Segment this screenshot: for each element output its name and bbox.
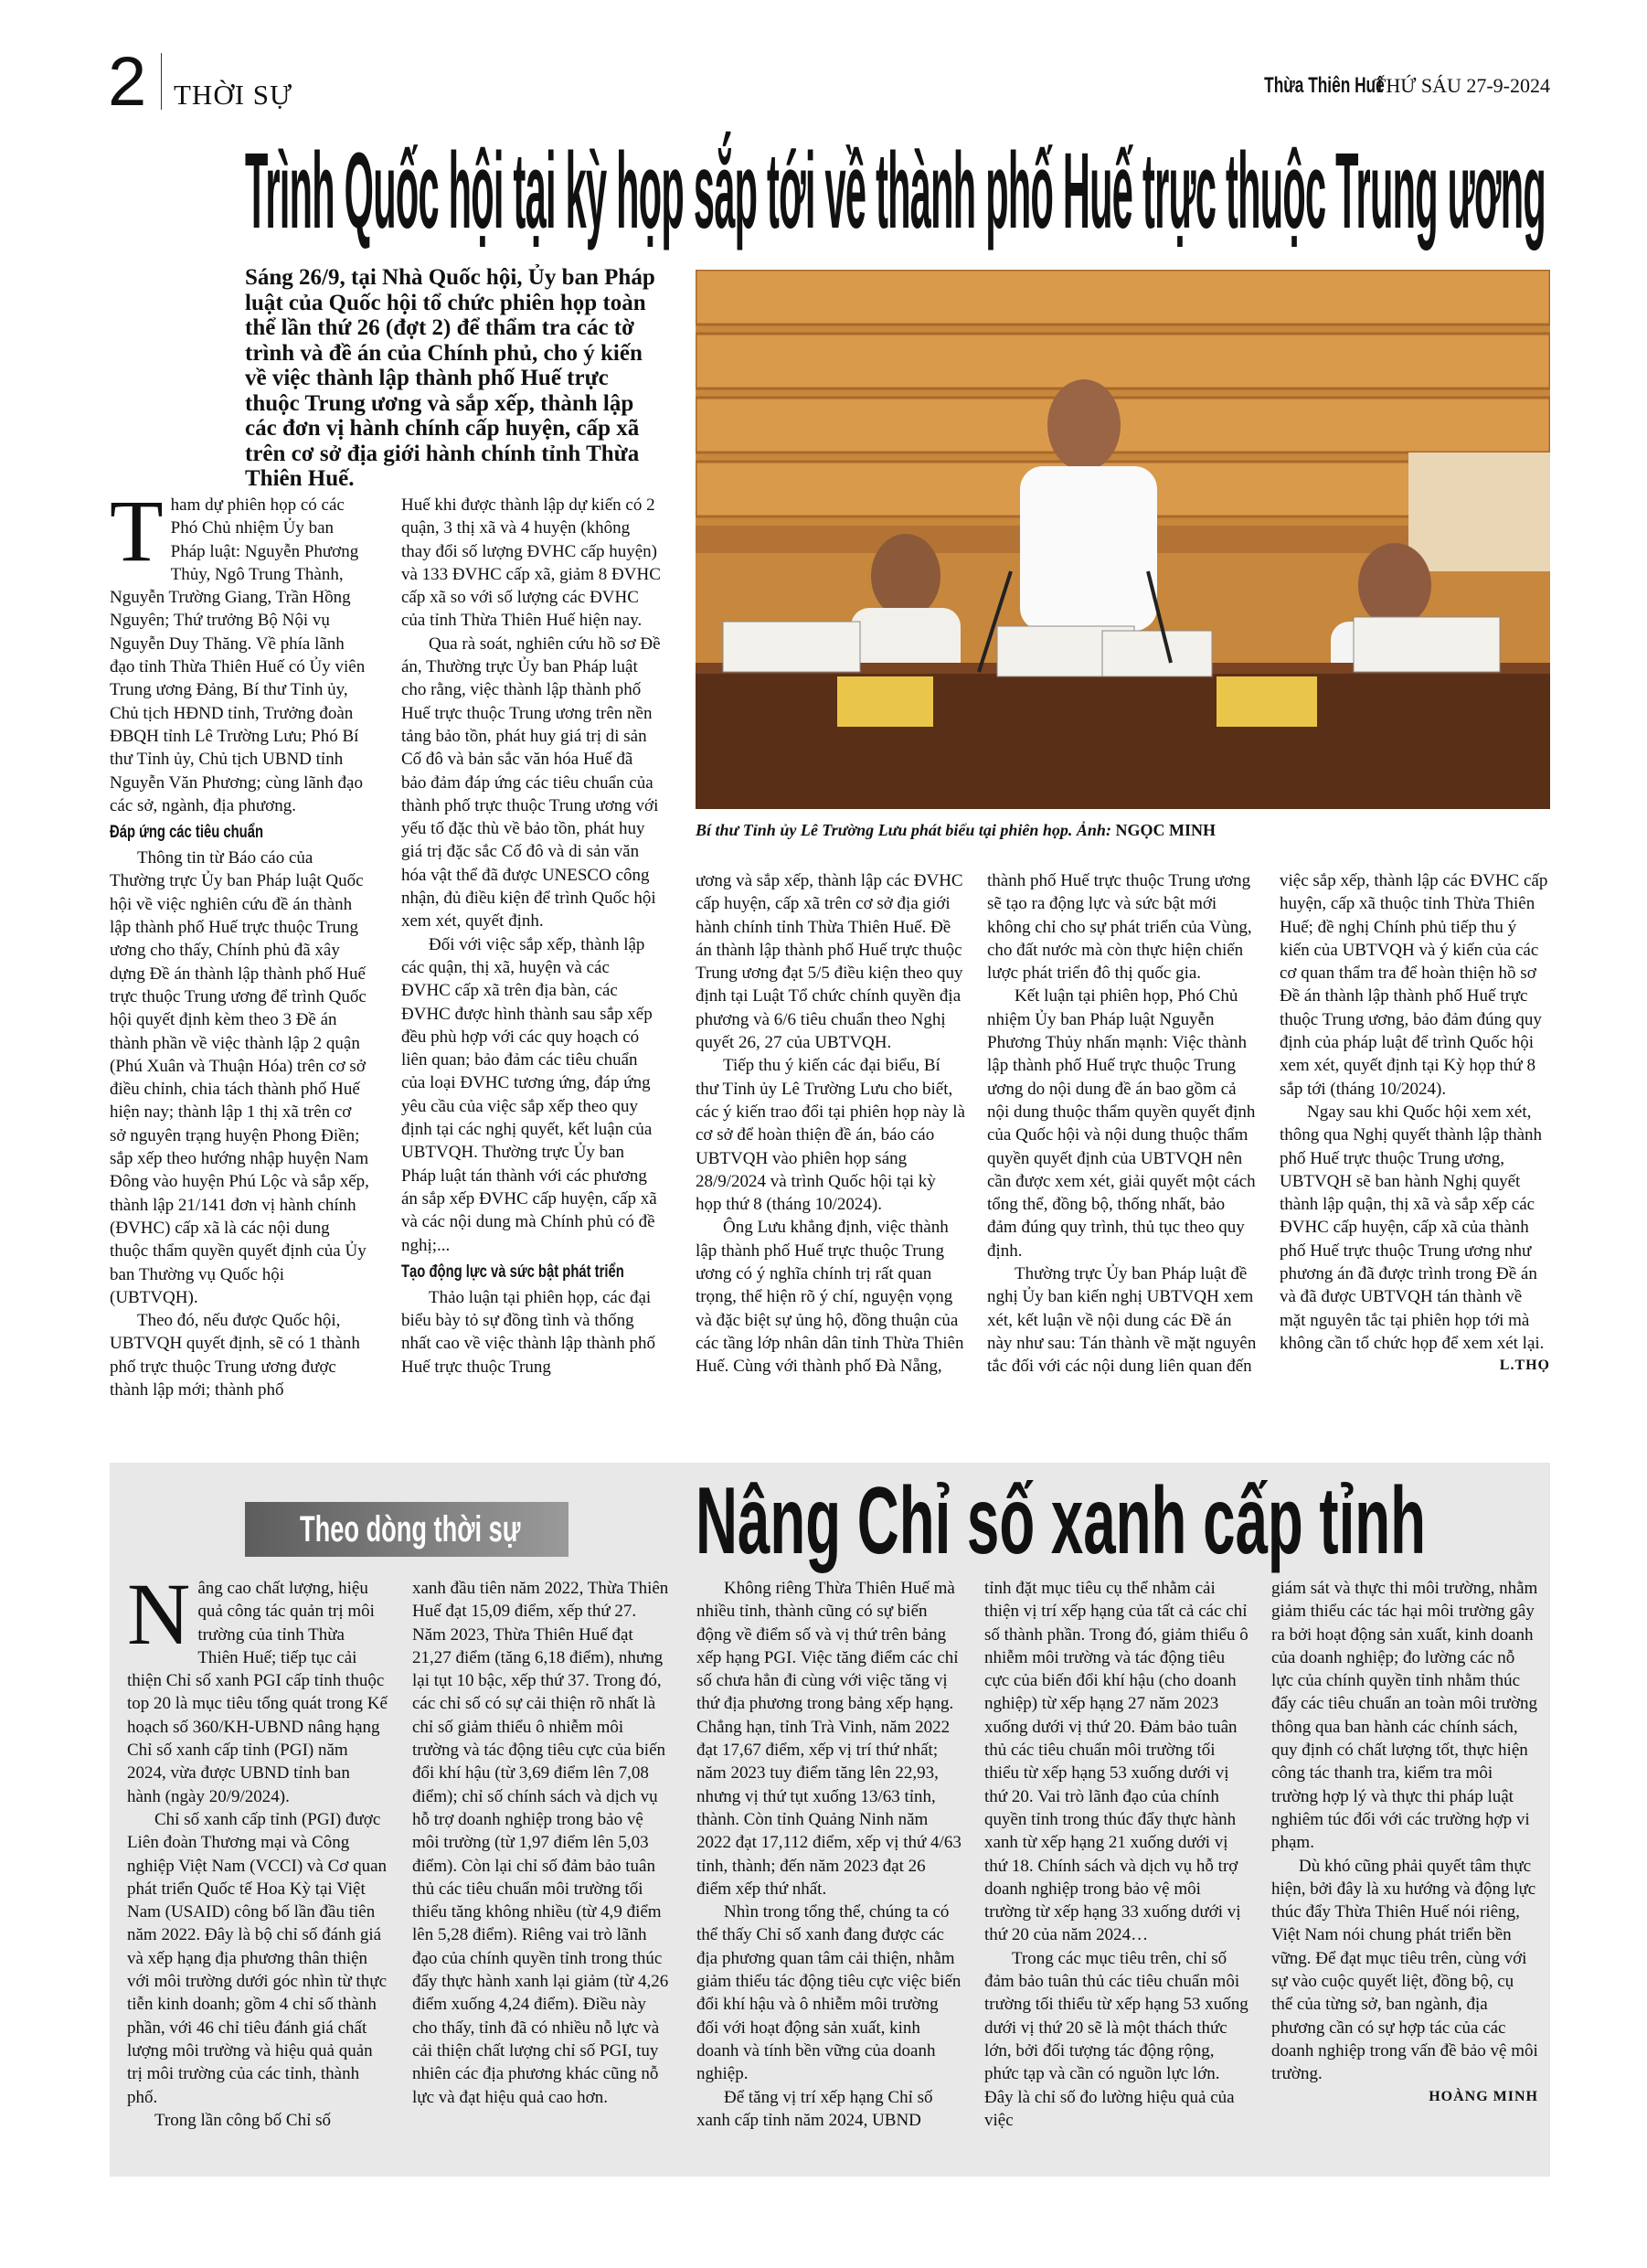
paragraph: Dù khó cũng phải quyết tâm thực hiện, bởi đây là xu hướng và động lực thúc đẩy Thừa Thiên Huế nói riêng, Việt Nam nói chung phát triển bền vững. Để đạt mục tiêu trên, cùng với sự vào cuộc quyết liệt, đồng bộ, cụ thể của từng sở, ban ngành, địa phương cần có sự hợp tác của các doanh nghiệp trong vấn đề bảo vệ môi trường. [1271,1856,1538,2084]
paper-name: Thừa Thiên Huế [1264,73,1385,98]
article2-column-1 [127,1577,388,2162]
paragraph: Đối với việc sắp xếp, thành lập các quận, thị xã, huyện và các ĐVHC cấp xã trên địa bàn, các ĐVHC được hình thành sau sắp xếp đều phù hợp với các quy hoạch có liên quan; bảo đảm các tiêu chuẩn của loại ĐVHC tương ứng, đáp ứng yêu cầu của việc sắp xếp theo quy định tại các nghị quyết, kết luận của UBTVQH. Thường trực Ủy ban Pháp luật tán thành với các phương án sắp xếp ĐVHC cấp huyện, cấp xã và các nội dung mà Chính phủ có đề nghị;... [401,934,657,1255]
article2-column-4 [984,1577,1251,2162]
page-number: 2 [108,43,147,121]
continued-paragraph: việc sắp xếp, thành lập các ĐVHC cấp huyện, cấp xã thuộc tỉnh Thừa Thiên Huế; đề nghị Chính phủ tiếp thu ý kiến của UBTVQH và ý kiến của các cơ quan thẩm tra để hoàn thiện hồ sơ Đề án thành lập thành phố Huế trực thuộc Trung ương, bảo đảm đúng quy định của pháp luật để trình Quốc hội xem xét, quyết định tại Kỳ họp thứ 8 sắp tới (tháng 10/2024). [1280,871,1548,1099]
paragraph: Trong lần công bố Chỉ số [154,2110,332,2130]
article1-column-3 [696,869,965,1449]
paragraph: Tiếp thu ý kiến các đại biểu, Bí thư Tỉnh ủy Lê Trường Lưu cho biết, các ý kiến trao đổi tại phiên họp này là cơ sở để hoàn thiện đề án, báo cáo UBTVQH vào phiên họp sáng 28/9/2024 và trình Quốc hội tại kỳ họp thứ 8 (tháng 10/2024). [696,1056,965,1215]
continued-paragraph: ương và sắp xếp, thành lập các ĐVHC cấp huyện, cấp xã trên cơ sở địa giới hành chính tỉnh Thừa Thiên Huế. Đề án thành lập thành phố Huế trực thuộc Trung ương đạt 5/5 điều kiện theo quy định tại Luật Tổ chức chính quyền địa phương và 6/6 tiêu chuẩn theo Nghị quyết 26, 27 của UBTVQH. [696,871,963,1053]
article-lead: Sáng 26/9, tại Nhà Quốc hội, Ủy ban Pháp luật của Quốc hội tổ chức phiên họp toàn thể lần thứ 26 (đợt 2) để thẩm tra các tờ trình và đề án của Chính phủ, cho ý kiến về việc thành lập thành phố Huế trực thuộc Trung ương và sắp xếp, thành lập các đơn vị hành chính cấp huyện, cấp xã trên cơ sở địa giới hành chính tỉnh Thừa Thiên Huế. [245,265,655,491]
paragraph: Theo đó, nếu được Quốc hội, UBTVQH quyết định, sẽ có 1 thành phố trực thuộc Trung ương được thành lập mới; thành phố [110,1311,360,1400]
masthead [1217,75,1550,97]
continued-paragraph: tỉnh đặt mục tiêu cụ thể nhằm cải thiện vị trí xếp hạng của tất cả các chỉ số thành phần. Trong đó, giảm thiểu ô nhiễm môi trường và tác động tiêu cực của biến đổi khí hậu (cho doanh nghiệp) từ xếp hạng 27 năm 2023 xuống dưới vị thứ 20. Đảm bảo tuân thủ các tiêu chuẩn môi trường tối thiểu từ xếp hạng 53 xuống dưới vị thứ 20. Vai trò lãnh đạo của chính quyền tỉnh trong thúc đẩy thực hành xanh từ xếp hạng 21 xuống dưới vị thứ 18. Chính sách và dịch vụ hỗ trợ doanh nghiệp trong bảo vệ môi trường từ xếp hạng 33 xuống dưới vị thứ 20 của năm 2024… [984,1579,1249,1945]
paragraph: Thông tin từ Báo cáo của Thường trực Ủy ban Pháp luật Quốc hội về việc nghiên cứu đề án thành lập thành phố Huế trực thuộc Trung ương cho thấy, Chính phủ đã xây dựng Đề án thành lập thành phố Huế trực thuộc Trung ương để trình Quốc hội quyết định kèm theo 3 Đề án thành phần về việc thành lập 2 quận (Phú Xuân và Thuận Hóa) trên cơ sở điều chỉnh, chia tách thành phố Huế hiện nay; thành lập 1 thị xã trên cơ sở nguyên trạng huyện Phong Điền; sắp xếp theo hướng nhập huyện Nam Đông vào huyện Phú Lộc và sắp xếp, thành lập 21/141 đơn vị hành chính (ĐVHC) cấp xã là các nội dung thuộc thẩm quyền quyết định của Ủy ban Thường vụ Quốc hội (UBTVQH). [110,848,369,1307]
issue-date: THỨ SÁU 27-9-2024 [1373,74,1550,97]
paragraph: Thường trực Ủy ban Pháp luật đề nghị Ủy ban kiến nghị UBTVQH xem xét, kết luận về nội dung các Đề án này như sau: Tán thành về mặt nguyên tắc đối với các nội dung liên quan đến [987,1264,1257,1377]
drop-cap: T [110,494,164,580]
paragraph: Qua rà soát, nghiên cứu hồ sơ Đề án, Thường trực Ủy ban Pháp luật cho rằng, việc thành lập thành phố Huế trực thuộc Trung ương trên nền tảng bảo tồn, phát huy giá trị di sản Cố đô và bản sắc văn hóa Huế đã bảo đảm đáp ứng các tiêu chuẩn của thành phố trực thuộc Trung ương với yếu tố đặc thù về bảo tồn, phát huy giá trị đặc sắc Cố đô và di sản văn hóa vật thể đã được UNESCO công nhận, đủ điều kiện để trình Quốc hội xem xét, quyết định. [401,634,661,932]
author-byline: L.THỌ [1499,1358,1550,1374]
paragraph-text: âng cao chất lượng, hiệu quả công tác quản trị môi trường của tỉnh Thừa Thiên Huế; tiếp tục cải thiện Chỉ số xanh PGI cấp tỉnh thuộc top 20 là mục tiêu tổng quát trong Kế hoạch số 360/KH-UBND nâng hạng Chỉ số xanh cấp tỉnh (PGI) năm 2024, vừa được UBND tỉnh ban hành (ngày 20/9/2024). [127,1579,388,1806]
article1-column-1 [110,494,370,1449]
paragraph: Thảo luận tại phiên họp, các đại biểu bày tỏ sự đồng tình và thống nhất cao về việc thành lập thành phố Huế trực thuộc Trung [401,1287,656,1377]
subheading: Tạo động lực và sức bật phát triển [401,1262,624,1282]
header-divider [161,53,162,110]
paragraph: Ngay sau khi Quốc hội xem xét, thông qua Nghị quyết thành lập thành phố Huế trực thuộc Trung ương, UBTVQH sẽ ban hành Nghị quyết thành lập quận, thị xã và sắp xếp các ĐVHC cấp huyện, cấp xã của thành phố Huế trực thuộc Trung ương như phương án đã được trình trong Đề án và đã được UBTVQH tán thành về mặt nguyên tắc tại phiên họp tới mà không cần tổ chức họp để xem xét lại. [1280,1102,1545,1353]
drop-cap: N [127,1577,191,1663]
paragraph: Không riêng Thừa Thiên Huế mà nhiều tỉnh, thành cũng có sự biến động về điểm số và vị thứ trên bảng xếp hạng PGI. Việc tăng điểm các chỉ số chưa hẳn đi cùng với việc tăng vị thứ địa phương trong bảng xếp hạng. Chẳng hạn, tỉnh Trà Vinh, năm 2022 đạt 17,67 điểm, xếp vị trí thứ nhất; năm 2023 tuy điểm tăng lên 22,93, nhưng vị thứ tụt xuống 13/63 tỉnh, thành. Còn tỉnh Quảng Ninh năm 2022 đạt 17,112 điểm, xếp vị thứ 4/63 tỉnh, thành; đến năm 2023 đạt 26 điểm xếp thứ nhất. [696,1579,962,1899]
paragraph: Trong các mục tiêu trên, chỉ số đảm bảo tuân thủ các tiêu chuẩn môi trường tối thiểu từ xếp hạng 53 xuống dưới vị thứ 20 sẽ là một thách thức lớn, bởi đối tượng tác động rộng, phức tạp và cần có nguồn lực lớn. Đây là chỉ số đo lường hiệu quả của việc [984,1948,1249,2130]
opening-paragraph [127,1577,388,1808]
article2-headline: Nâng Chỉ số xanh cấp tỉnh [696,1468,1426,1574]
article2-column-2 [412,1577,673,2162]
author-byline: HOÀNG MINH [1429,2088,1538,2104]
article2-column-5 [1271,1577,1538,2162]
article1-column-4 [987,869,1257,1449]
section-name: THỜI SỰ [174,79,293,111]
article1-column-5 [1280,869,1550,1449]
continued-paragraph: thành phố Huế trực thuộc Trung ương sẽ tạo ra động lực và sức bật mới không chỉ cho sự phát triển của Vùng, cho đất nước mà còn thực hiện chiến lược phát triển đô thị quốc gia. [987,871,1252,984]
paragraph: Nhìn trong tổng thể, chúng ta có thể thấy Chỉ số xanh đang được các địa phương quan tâm cải thiện, nhằm giảm thiểu tác động tiêu cực việc biến đổi khí hậu và ô nhiễm môi trường đối với hoạt động sản xuất, kinh doanh và tính bền vững của doanh nghiệp. [696,1902,962,2084]
meeting-photo-illustration [696,270,1550,809]
kicker-label: Theo dòng thời sự [300,1509,521,1549]
photo-caption [696,821,1216,841]
column-kicker [245,1502,568,1557]
continued-paragraph: xanh đầu tiên năm 2022, Thừa Thiên Huế đạt 15,09 điểm, xếp thứ 27. Năm 2023, Thừa Thiên Huế đạt 21,27 điểm (tăng 6,18 điểm), nhưng lại tụt 10 bậc, xếp thứ 37. Trong đó, các chỉ số có sự cải thiện rõ nhất là chỉ số giảm thiểu ô nhiễm môi trường và tác động tiêu cực của biến đổi khí hậu (từ 3,69 điểm lên 7,08 điểm); chỉ số chính sách và dịch vụ hỗ trợ doanh nghiệp trong bảo vệ môi trường (từ 1,97 điểm lên 5,03 điểm). Còn lại chỉ số đảm bảo tuân thủ các tiêu chuẩn môi trường tối thiểu tăng không nhiều (từ 4,9 điểm lên 5,28 điểm). Riêng vai trò lãnh đạo của chính quyền tỉnh trong thúc đẩy thực hành xanh lại giảm (từ 4,26 điểm xuống 4,24 điểm). Điều này cho thấy, tỉnh đã có nhiều nỗ lực và cải thiện chất lượng chỉ số PGI, tuy nhiên các địa phương khác cũng nỗ lực và đạt hiệu quả cao hơn. [412,1579,669,2107]
paragraph-text: ham dự phiên họp có các Phó Chủ nhiệm Ủy ban Pháp luật: Nguyễn Phương Thủy, Ngô Trung Thành, Nguyễn Trường Giang, Trần Hồng Nguyên; Thứ trưởng Bộ Nội vụ Nguyễn Duy Thăng. Về phía lãnh đạo tỉnh Thừa Thiên Huế có Ủy viên Trung ương Đảng, Bí thư Tỉnh ủy, Chủ tịch HĐND tỉnh, Trưởng đoàn ĐBQH tỉnh Lê Trường Lưu; Phó Bí thư Tỉnh ủy, Chủ tịch UBND tỉnh Nguyễn Văn Phương; cùng lãnh đạo các sở, ngành, địa phương. [110,495,366,815]
continued-paragraph: giám sát và thực thi môi trường, nhằm giảm thiểu các tác hại môi trường gây ra bởi hoạt động sản xuất, kinh doanh của doanh nghiệp; đo lường các nỗ lực của chính quyền tỉnh nhằm thúc đẩy các tiêu chuẩn an toàn môi trường thông qua ban hành các chính sách, quy định có chất lượng tốt, thực hiện công tác thanh tra, kiểm tra môi trường hợp lý và thực thi pháp luật nghiêm túc đối với các trường hợp vi phạm. [1271,1579,1538,1853]
paragraph: Để tăng vị trí xếp hạng Chỉ số xanh cấp tỉnh năm 2024, UBND [696,2087,933,2130]
photo-credit: NGỌC MINH [1115,821,1216,839]
paragraph: Kết luận tại phiên họp, Phó Chủ nhiệm Ủy ban Pháp luật Nguyễn Phương Thủy nhấn mạnh: Việc thành lập thành phố Huế trực thuộc Trung ương do nội dung đề án bao gồm cả nội dung thuộc thẩm quyền quyết định của Quốc hội và nội dung thuộc thẩm quyền quyết định của UBTVQH nên cần được xem xét, giải quyết một cách tổng thể, đồng bộ, thống nhất, bảo đảm đúng quy trình, thủ tục theo quy định. [987,986,1256,1261]
paragraph: Ông Lưu khẳng định, việc thành lập thành phố Huế trực thuộc Trung ương có ý nghĩa chính trị rất quan trọng, thể hiện rõ ý chí, nguyện vọng và đặc biệt sự ủng hộ, đồng thuận của các tầng lớp nhân dân tỉnh Thừa Thiên Huế. Cùng với thành phố Đà Nẵng, [696,1218,964,1377]
article-photo [696,270,1550,809]
paragraph: Chỉ số xanh cấp tỉnh (PGI) được Liên đoàn Thương mại và Công nghiệp Việt Nam (VCCI) và Cơ quan phát triển Quốc tế Hoa Kỳ tại Việt Nam (USAID) công bố lần đầu tiên năm 2022. Đây là bộ chỉ số đánh giá và xếp hạng địa phương thân thiện với môi trường dưới góc nhìn từ thực tiễn kinh doanh; gồm 4 chỉ số thành phần, với 46 chỉ tiêu đánh giá chất lượng môi trường và hiệu quả quản trị môi trường của các tỉnh, thành phố. [127,1809,388,2107]
subheading: Đáp ứng các tiêu chuẩn [110,823,264,843]
article-headline: Trình Quốc hội tại kỳ họp sắp tới về thành phố Huế trực thuộc Trung ương [245,131,1546,251]
article1-column-2 [401,494,662,1449]
article2-column-3 [696,1577,963,2162]
opening-paragraph [110,494,370,817]
caption-text: Bí thư Tỉnh ủy Lê Trường Lưu phát biểu tại phiên họp. Ảnh: [696,821,1116,839]
continued-paragraph: Huế khi được thành lập dự kiến có 2 quận, 3 thị xã và 4 huyện (không thay đổi số lượng ĐVHC cấp huyện) và 133 ĐVHC cấp xã, giảm 8 ĐVHC cấp xã so với số lượng các ĐVHC của tỉnh Thừa Thiên Huế hiện nay. [401,495,661,631]
